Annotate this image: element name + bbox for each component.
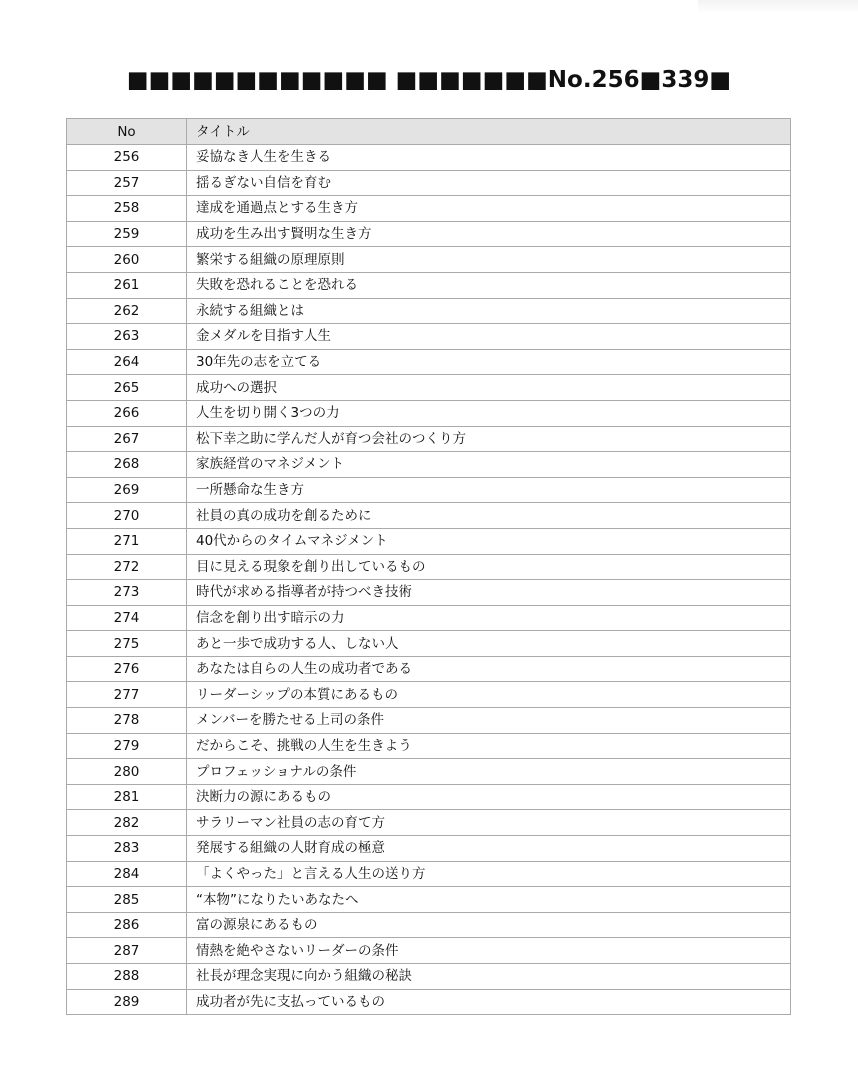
page-title: ■■■■■■■■■■■■ ■■■■■■■No.256■339■ <box>126 67 732 93</box>
table-row <box>67 503 791 529</box>
table-row <box>67 631 791 657</box>
row-number: 273 <box>67 580 187 606</box>
table-row <box>67 605 791 631</box>
table-row <box>67 989 791 1015</box>
row-title: 金メダルを目指す人生 <box>187 324 791 350</box>
row-title: プロフェッショナルの条件 <box>187 759 791 785</box>
row-number: 256 <box>67 145 187 171</box>
table-row <box>67 580 791 606</box>
row-title: 成功者が先に支払っているもの <box>187 989 791 1015</box>
table-row <box>67 196 791 222</box>
table-row <box>67 298 791 324</box>
row-number: 265 <box>67 375 187 401</box>
row-title: 一所懸命な生き方 <box>187 477 791 503</box>
row-title: 「よくやった」と言える人生の送り方 <box>187 861 791 887</box>
table-row <box>67 554 791 580</box>
row-title: 社長が理念実現に向かう組織の秘訣 <box>187 964 791 990</box>
table-row <box>67 682 791 708</box>
row-title: あなたは自らの人生の成功者である <box>187 656 791 682</box>
row-title: リーダーシップの本質にあるもの <box>187 682 791 708</box>
row-number: 260 <box>67 247 187 273</box>
row-number: 276 <box>67 656 187 682</box>
row-title: 成功を生み出す賢明な生き方 <box>187 221 791 247</box>
row-number: 272 <box>67 554 187 580</box>
table-row <box>67 247 791 273</box>
table-row <box>67 477 791 503</box>
table-row <box>67 375 791 401</box>
table-row <box>67 810 791 836</box>
row-number: 266 <box>67 400 187 426</box>
row-number: 267 <box>67 426 187 452</box>
row-title: 富の源泉にあるもの <box>187 912 791 938</box>
top-edge-shadow <box>698 0 858 14</box>
table-row <box>67 836 791 862</box>
row-number: 279 <box>67 733 187 759</box>
row-title: 成功への選択 <box>187 375 791 401</box>
table-row <box>67 759 791 785</box>
row-title: 社員の真の成功を創るために <box>187 503 791 529</box>
row-title: 妥協なき人生を生きる <box>187 145 791 171</box>
table-row <box>67 733 791 759</box>
row-title: 家族経営のマネジメント <box>187 452 791 478</box>
row-number: 268 <box>67 452 187 478</box>
table-row <box>67 938 791 964</box>
row-number: 262 <box>67 298 187 324</box>
row-number: 264 <box>67 349 187 375</box>
table-row <box>67 708 791 734</box>
table-row <box>67 349 791 375</box>
row-number: 274 <box>67 605 187 631</box>
row-number: 285 <box>67 887 187 913</box>
row-number: 257 <box>67 170 187 196</box>
table-row <box>67 861 791 887</box>
table-row <box>67 170 791 196</box>
table-row <box>67 887 791 913</box>
row-number: 278 <box>67 708 187 734</box>
row-title: 達成を通過点とする生き方 <box>187 196 791 222</box>
row-title: だからこそ、挑戦の人生を生きよう <box>187 733 791 759</box>
row-title: メンバーを勝たせる上司の条件 <box>187 708 791 734</box>
table-row <box>67 400 791 426</box>
row-title: 30年先の志を立てる <box>187 349 791 375</box>
table-header-row <box>67 119 791 145</box>
column-header-no: No <box>67 119 187 145</box>
table-row <box>67 912 791 938</box>
row-title: サラリーマン社員の志の育て方 <box>187 810 791 836</box>
table-row <box>67 426 791 452</box>
table-row <box>67 324 791 350</box>
row-number: 258 <box>67 196 187 222</box>
row-title: 40代からのタイムマネジメント <box>187 528 791 554</box>
row-title: あと一歩で成功する人、しない人 <box>187 631 791 657</box>
row-number: 259 <box>67 221 187 247</box>
row-title: 松下幸之助に学んだ人が育つ会社のつくり方 <box>187 426 791 452</box>
row-number: 263 <box>67 324 187 350</box>
row-number: 286 <box>67 912 187 938</box>
row-number: 282 <box>67 810 187 836</box>
row-title: 目に見える現象を創り出しているもの <box>187 554 791 580</box>
row-title: 繁栄する組織の原理原則 <box>187 247 791 273</box>
row-title: 失敗を恐れることを恐れる <box>187 272 791 298</box>
row-number: 284 <box>67 861 187 887</box>
row-number: 287 <box>67 938 187 964</box>
row-number: 270 <box>67 503 187 529</box>
column-header-title: タイトル <box>187 119 791 145</box>
table-row <box>67 528 791 554</box>
table-row <box>67 452 791 478</box>
table-row <box>67 145 791 171</box>
row-title: 人生を切り開く3つの力 <box>187 400 791 426</box>
row-title: 発展する組織の人財育成の極意 <box>187 836 791 862</box>
row-title: 時代が求める指導者が持つべき技術 <box>187 580 791 606</box>
table-row <box>67 656 791 682</box>
row-number: 261 <box>67 272 187 298</box>
row-title: 揺るぎない自信を育む <box>187 170 791 196</box>
row-title: “本物”になりたいあなたへ <box>187 887 791 913</box>
table-row <box>67 964 791 990</box>
table-row <box>67 221 791 247</box>
row-number: 271 <box>67 528 187 554</box>
row-number: 269 <box>67 477 187 503</box>
row-number: 283 <box>67 836 187 862</box>
row-title: 情熱を絶やさないリーダーの条件 <box>187 938 791 964</box>
row-number: 281 <box>67 784 187 810</box>
title-list-table <box>66 118 791 1015</box>
row-number: 288 <box>67 964 187 990</box>
row-number: 277 <box>67 682 187 708</box>
row-title: 永続する組織とは <box>187 298 791 324</box>
table-row <box>67 784 791 810</box>
table-row <box>67 272 791 298</box>
row-number: 280 <box>67 759 187 785</box>
row-number: 275 <box>67 631 187 657</box>
row-title: 決断力の源にあるもの <box>187 784 791 810</box>
row-number: 289 <box>67 989 187 1015</box>
row-title: 信念を創り出す暗示の力 <box>187 605 791 631</box>
